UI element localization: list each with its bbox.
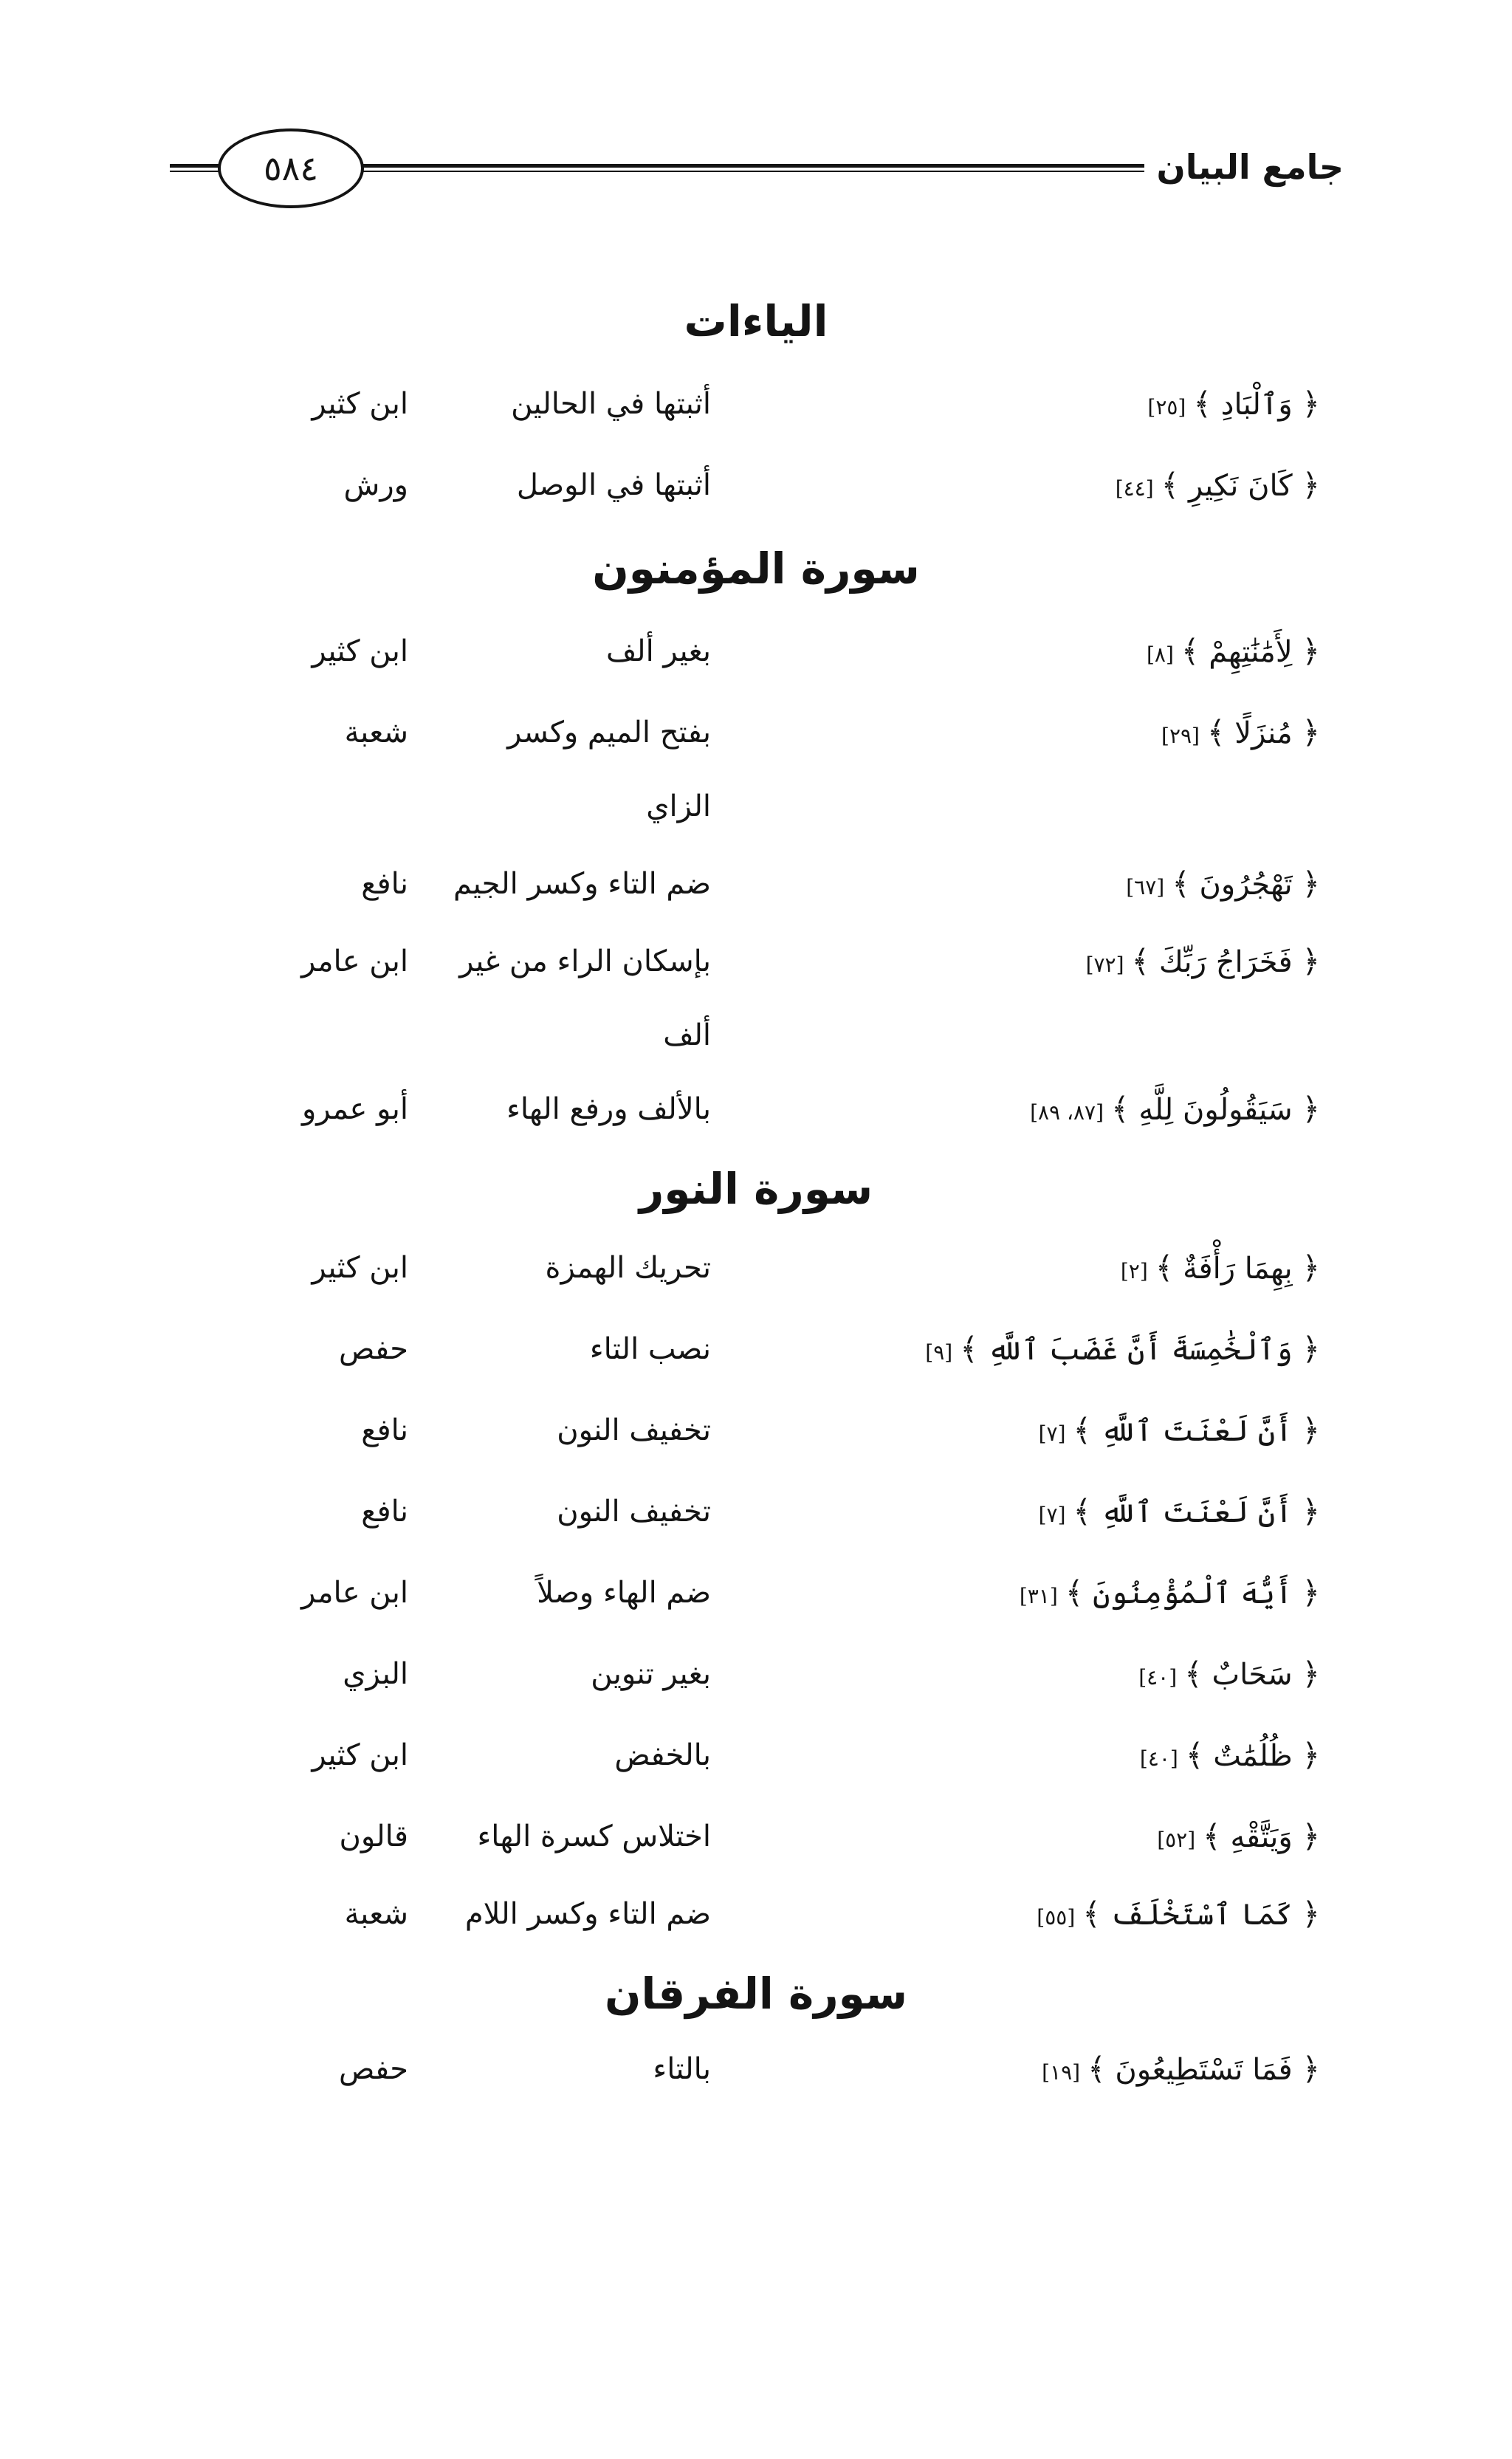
table-row xyxy=(0,1813,1512,1894)
verse-number: [٥٢] xyxy=(1157,1828,1196,1852)
ornate-bracket-close: ﴾ xyxy=(1111,1091,1130,1127)
ornate-bracket-open: ﴿ xyxy=(1302,865,1320,902)
verse-citation xyxy=(1161,709,1320,760)
ornate-bracket-open: ﴿ xyxy=(1302,714,1320,750)
ornate-bracket-close: ﴾ xyxy=(1206,714,1226,750)
verse-number: [٤٠] xyxy=(1138,1665,1178,1690)
section-heading-yaat: الياءات xyxy=(684,296,828,346)
verse-number: [٢٩] xyxy=(1161,724,1200,748)
reader-name: ورش xyxy=(343,468,408,502)
table-row xyxy=(0,2045,1512,2127)
ornate-bracket-close: ﴾ xyxy=(1073,1493,1092,1529)
verse-text: ظُلُمَٰتٌ xyxy=(1213,1739,1293,1773)
ornate-bracket-close: ﴾ xyxy=(1155,1249,1174,1286)
verse-number: [٤٤] xyxy=(1115,476,1154,501)
verse-number: [٣١] xyxy=(1019,1584,1058,1608)
reader-name: ابن عامر xyxy=(301,1576,408,1610)
table-row xyxy=(0,1244,1512,1325)
verse-citation xyxy=(1086,938,1320,989)
verse-text: فَمَا تَسْتَطِيعُونَ xyxy=(1115,2053,1293,2087)
verse-text: تَهْجُرُونَ xyxy=(1199,868,1293,902)
verse-number: [٦٧] xyxy=(1126,875,1165,899)
verse-number: [٥٥] xyxy=(1037,1905,1076,1930)
table-row xyxy=(0,709,1512,857)
verse-number: [٧] xyxy=(1038,1503,1066,1527)
reading-description: تحريك الهمزة xyxy=(545,1251,711,1285)
ornate-bracket-open: ﴿ xyxy=(1302,1331,1320,1367)
ornate-bracket-open: ﴿ xyxy=(1302,943,1320,979)
reading-description: بإسكان الراء من غير ألف xyxy=(459,944,711,1052)
reader-name: شعبة xyxy=(344,1897,408,1931)
verse-number: [٩] xyxy=(925,1340,953,1365)
verse-citation xyxy=(1147,628,1320,679)
ornate-bracket-open: ﴿ xyxy=(1302,1656,1320,1692)
reader-name: البزي xyxy=(343,1657,408,1691)
page-number: ٥٨٤ xyxy=(218,128,364,208)
verse-citation xyxy=(925,1325,1320,1376)
ornate-bracket-open: ﴿ xyxy=(1302,467,1320,503)
table-row xyxy=(0,462,1512,543)
reader-name: أبو عمرو xyxy=(301,1092,408,1126)
ornate-bracket-open: ﴿ xyxy=(1302,1249,1320,1286)
reader-name: قالون xyxy=(339,1820,408,1853)
ornate-bracket-open: ﴿ xyxy=(1302,1574,1320,1611)
verse-number: [٢٥] xyxy=(1147,395,1186,419)
reader-name: ابن كثير xyxy=(312,1738,408,1772)
verse-text: كَمَا ٱسْتَخْلَفَ xyxy=(1110,1898,1293,1932)
reader-name: حفص xyxy=(339,2052,408,2086)
verse-text: مُنزَلًا xyxy=(1234,716,1293,750)
ornate-bracket-open: ﴿ xyxy=(1302,2051,1320,2087)
ornate-bracket-open: ﴿ xyxy=(1302,633,1320,669)
ornate-bracket-open: ﴿ xyxy=(1302,1818,1320,1854)
reader-name: نافع xyxy=(361,1413,408,1447)
reading-description: بالألف ورفع الهاء xyxy=(506,1092,711,1126)
ornate-bracket-open: ﴿ xyxy=(1302,385,1320,422)
reader-name: ابن كثير xyxy=(312,387,408,421)
verse-number: [٧٢] xyxy=(1085,953,1124,977)
verse-text: أَيُّهَ ٱلْمُؤْمِنُونَ xyxy=(1093,1577,1293,1611)
verse-text: وَٱلْبَادِ xyxy=(1220,388,1293,422)
reader-name: شعبة xyxy=(344,716,408,750)
ornate-bracket-close: ﴾ xyxy=(1065,1574,1084,1611)
table-row xyxy=(0,1488,1512,1569)
ornate-bracket-close: ﴾ xyxy=(1184,1656,1203,1692)
reading-description: بفتح الميم وكسر الزاي xyxy=(507,716,711,823)
ornate-bracket-close: ﴾ xyxy=(1185,1737,1204,1773)
reading-description: بغير تنوين xyxy=(591,1657,711,1691)
ornate-bracket-close: ﴾ xyxy=(960,1331,978,1367)
ornate-bracket-open: ﴿ xyxy=(1302,1896,1320,1932)
verse-text: كَانَ نَكِيرِ xyxy=(1188,469,1293,503)
verse-citation xyxy=(1039,1488,1320,1539)
verse-number: [١٩] xyxy=(1042,2060,1081,2085)
ornate-bracket-close: ﴾ xyxy=(1087,2051,1106,2087)
reader-name: نافع xyxy=(361,867,408,901)
ornate-bracket-close: ﴾ xyxy=(1161,467,1180,503)
ornate-bracket-open: ﴿ xyxy=(1302,1737,1320,1773)
table-row xyxy=(0,860,1512,942)
reading-description: نصب التاء xyxy=(589,1332,711,1366)
reading-description: تخفيف النون xyxy=(557,1413,711,1447)
verse-citation xyxy=(1037,1890,1320,1941)
section-heading-an-nur: سورة النور xyxy=(639,1164,873,1214)
verse-citation xyxy=(1140,1732,1320,1783)
verse-number: [٨] xyxy=(1146,642,1174,667)
verse-text: سَحَابٌ xyxy=(1212,1658,1293,1692)
ornate-bracket-close: ﴾ xyxy=(1082,1896,1101,1932)
table-row xyxy=(0,1890,1512,1972)
verse-text: فَخَرَاجُ رَبِّكَ xyxy=(1158,945,1293,979)
reader-name: ابن كثير xyxy=(312,634,408,668)
reading-description: أثبتها في الحالين xyxy=(511,387,711,421)
verse-number: [٤٠] xyxy=(1139,1746,1178,1771)
verse-text: أَنَّ لَعْنَتَ ٱللَّهِ xyxy=(1100,1414,1293,1448)
verse-number: [٧] xyxy=(1038,1421,1066,1446)
verse-citation xyxy=(1121,1244,1320,1295)
reading-description: ضم الهاء وصلاً xyxy=(537,1576,711,1610)
reader-name: حفص xyxy=(339,1332,408,1366)
verse-citation xyxy=(1126,860,1320,911)
table-row xyxy=(0,1407,1512,1488)
reader-name: نافع xyxy=(361,1495,408,1529)
table-row xyxy=(0,628,1512,709)
ornate-bracket-close: ﴾ xyxy=(1172,865,1190,902)
reading-description: بغير ألف xyxy=(606,634,711,668)
verse-text: بِهِمَا رَأْفَةٌ xyxy=(1183,1252,1293,1286)
running-header xyxy=(170,126,1344,207)
reading-description: ضم التاء وكسر الجيم xyxy=(453,867,711,901)
ornate-bracket-open: ﴿ xyxy=(1302,1412,1320,1448)
table-row xyxy=(0,1650,1512,1732)
verse-citation xyxy=(1020,1569,1320,1620)
verse-number: [٨٧، ٨٩] xyxy=(1030,1100,1104,1125)
verse-text: سَيَقُولُونَ لِلَّهِ xyxy=(1138,1093,1293,1127)
reading-description: اختلاس كسرة الهاء xyxy=(477,1820,711,1853)
table-row xyxy=(0,1732,1512,1813)
verse-citation xyxy=(1116,462,1320,512)
verse-citation xyxy=(1138,1650,1320,1701)
table-row xyxy=(0,1325,1512,1407)
table-row xyxy=(0,1569,1512,1650)
ornate-bracket-open: ﴿ xyxy=(1302,1493,1320,1529)
table-row xyxy=(0,380,1512,462)
ornate-bracket-close: ﴾ xyxy=(1073,1412,1092,1448)
ornate-bracket-close: ﴾ xyxy=(1131,943,1150,979)
table-row xyxy=(0,938,1512,1086)
table-row xyxy=(0,1086,1512,1167)
reading-description: بالتاء xyxy=(653,2052,711,2086)
section-heading-al-furqan: سورة الفرقان xyxy=(605,1969,907,2019)
verse-citation xyxy=(1030,1086,1320,1136)
verse-citation xyxy=(1157,1813,1320,1864)
ornate-bracket-close: ﴾ xyxy=(1203,1818,1221,1854)
reading-description: بالخفض xyxy=(614,1738,711,1772)
reader-name: ابن كثير xyxy=(312,1251,408,1285)
ornate-bracket-close: ﴾ xyxy=(1181,633,1200,669)
ornate-bracket-close: ﴾ xyxy=(1193,385,1212,422)
ornate-bracket-open: ﴿ xyxy=(1302,1091,1320,1127)
verse-citation xyxy=(1042,2045,1320,2096)
reading-description: ضم التاء وكسر اللام xyxy=(464,1897,711,1931)
verse-text: لِأَمَٰنَٰتِهِمْ xyxy=(1209,635,1293,669)
reader-name: ابن عامر xyxy=(301,944,408,978)
reading-description: تخفيف النون xyxy=(557,1495,711,1529)
reading-description: أثبتها في الوصل xyxy=(516,468,711,502)
verse-citation xyxy=(1039,1407,1320,1458)
book-title: جامع البيان xyxy=(1156,147,1344,187)
verse-text: وَٱلْخَٰمِسَةَ أَنَّ غَضَبَ ٱللَّهِ xyxy=(987,1333,1293,1367)
verse-text: وَيَتَّقْهِ xyxy=(1230,1820,1293,1854)
verse-number: [٢] xyxy=(1120,1259,1148,1283)
section-heading-al-muminun: سورة المؤمنون xyxy=(592,543,920,594)
verse-text: أَنَّ لَعْنَتَ ٱللَّهِ xyxy=(1100,1495,1293,1529)
verse-citation xyxy=(1147,380,1320,431)
